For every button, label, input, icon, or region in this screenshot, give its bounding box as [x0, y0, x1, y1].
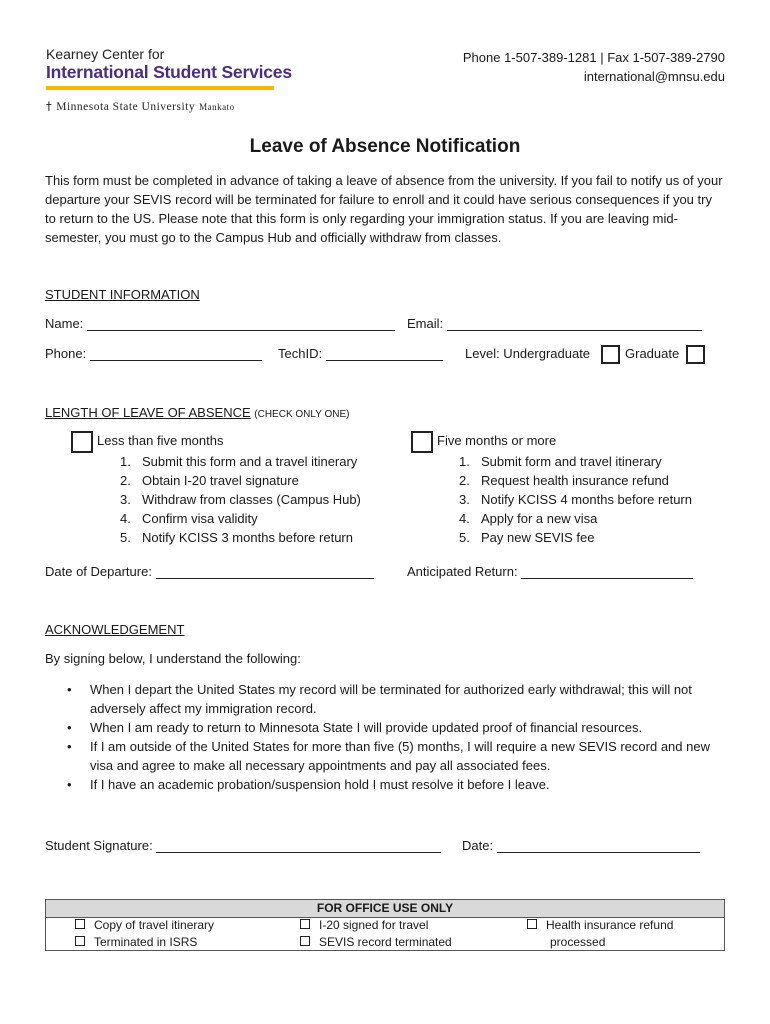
email-label: Email: — [407, 316, 444, 331]
step-number: 4. — [120, 511, 131, 526]
office-item-insurance — [527, 917, 673, 934]
acknowledgement-text: If I have an academic probation/suspension hold I must resolve it before I leave. — [90, 777, 550, 792]
acknowledgement-heading: ACKNOWLEDGEMENT — [45, 622, 185, 637]
list-item — [45, 775, 725, 794]
checkbox-icon[interactable] — [300, 936, 310, 946]
phone-label: Phone: — [45, 346, 87, 361]
step-number: 5. — [120, 530, 131, 545]
techid-row — [278, 346, 443, 361]
name-label: Name: — [45, 316, 84, 331]
office-item-sevis — [300, 934, 452, 951]
step-text: Confirm visa validity — [142, 511, 258, 526]
contact-phone-fax: Phone 1-507-389-1281 | Fax 1-507-389-2790 — [462, 50, 725, 65]
bullet-icon: • — [67, 739, 72, 754]
date-row — [462, 838, 700, 853]
date-label: Date: — [462, 838, 494, 853]
step-number: 4. — [459, 511, 470, 526]
office-item-itinerary — [75, 917, 214, 934]
step-text: Apply for a new visa — [481, 511, 598, 526]
techid-field[interactable] — [326, 347, 443, 361]
less-than-five-months-label: Less than five months — [97, 433, 224, 448]
list-item — [120, 509, 361, 528]
five-months-or-more-label: Five months or more — [437, 433, 557, 448]
leave-length-note: (CHECK ONLY ONE) — [254, 409, 350, 420]
step-text: Pay new SEVIS fee — [481, 530, 595, 545]
logo-title: International Student Services — [46, 62, 292, 82]
contact-email[interactable]: international@mnsu.edu — [583, 69, 725, 84]
less-than-five-months-checkbox[interactable] — [71, 431, 93, 453]
acknowledgement-list — [45, 680, 725, 794]
step-text: Notify KCISS 3 months before return — [142, 530, 353, 545]
return-label: Anticipated Return: — [407, 564, 518, 579]
techid-label: TechID: — [278, 346, 323, 361]
step-text: Submit this form and a travel itinerary — [142, 454, 358, 469]
signature-date-field[interactable] — [497, 839, 700, 853]
logo-gold-rule — [46, 86, 274, 90]
name-row — [45, 316, 395, 331]
page-title: Leave of Absence Notification — [249, 136, 521, 157]
phone-row — [45, 346, 262, 361]
step-number: 2. — [120, 473, 131, 488]
departure-row — [45, 564, 374, 579]
acknowledgement-text: When I am ready to return to Minnesota State I will provide updated proof of financial resources. — [90, 720, 643, 735]
step-number: 2. — [459, 473, 470, 488]
list-item — [120, 452, 361, 471]
step-number: 3. — [459, 492, 470, 507]
step-number: 5. — [459, 530, 470, 545]
step-text: Obtain I-20 travel signature — [142, 473, 299, 488]
step-number: 1. — [120, 454, 131, 469]
list-item — [120, 528, 361, 547]
leave-length-heading: LENGTH OF LEAVE OF ABSENCE — [45, 405, 251, 420]
email-row — [407, 316, 702, 331]
checkbox-icon[interactable] — [300, 919, 310, 929]
office-item-label: Terminated in ISRS — [94, 935, 198, 949]
undergraduate-checkbox[interactable] — [601, 345, 620, 364]
level-graduate-label: Graduate — [625, 346, 680, 361]
checkbox-icon[interactable] — [75, 936, 85, 946]
level-undergrad-label: Level: Undergraduate — [465, 346, 591, 361]
return-date-field[interactable] — [521, 565, 693, 579]
office-use-heading: FOR OFFICE USE ONLY — [46, 900, 724, 918]
office-item-label: Copy of travel itinerary — [94, 918, 215, 932]
logo-university — [46, 99, 235, 113]
step-number: 3. — [120, 492, 131, 507]
leave-length-heading-row — [45, 405, 349, 420]
email-field[interactable] — [447, 317, 702, 331]
signature-row — [45, 838, 441, 853]
list-item — [459, 452, 692, 471]
list-item — [459, 490, 692, 509]
office-item-isrs — [75, 934, 197, 951]
office-item-insurance-cont: processed — [550, 935, 606, 949]
name-field[interactable] — [87, 317, 395, 331]
acknowledgement-text: If I am outside of the United States for more than five (5) months, I will require a new SEVIS record and new visa and agree to make all necessary appointments and pay all associated fees. — [90, 739, 710, 773]
five-months-or-more-checkbox[interactable] — [411, 431, 433, 453]
checkbox-icon[interactable] — [75, 919, 85, 929]
acknowledgement-text: When I depart the United States my record will be terminated for authorized early withdrawal; this will not adversely affect my immigration record. — [90, 682, 692, 716]
graduate-checkbox[interactable] — [686, 345, 705, 364]
bullet-icon: • — [67, 777, 72, 792]
logo-university-name: Minnesota State University — [56, 101, 196, 113]
office-item-label: I-20 signed for travel — [319, 918, 429, 932]
list-item — [120, 490, 361, 509]
contact-block — [463, 48, 725, 86]
student-info-heading: STUDENT INFORMATION — [45, 287, 200, 302]
office-item-label: Health insurance refund — [546, 918, 674, 932]
office-use-box — [45, 899, 725, 951]
step-text: Submit form and travel itinerary — [481, 454, 662, 469]
departure-date-field[interactable] — [156, 565, 374, 579]
acknowledgement-lead: By signing below, I understand the following: — [45, 651, 301, 666]
step-text: Request health insurance refund — [481, 473, 669, 488]
step-text: Notify KCISS 4 months before return — [481, 492, 692, 507]
signature-field[interactable] — [156, 839, 441, 853]
step-text: Withdraw from classes (Campus Hub) — [142, 492, 361, 507]
long-leave-steps — [459, 452, 692, 547]
bullet-icon: • — [67, 682, 72, 697]
bullet-icon: • — [67, 720, 72, 735]
intro-paragraph: This form must be completed in advance of taking a leave of absence from the university. If you fail to notify us of your departure your SEVIS record will be terminated for failure to enroll and it could have serious consequences if you try to return to the US. Please note that this form is only regarding your immigration status. If you are leaving mid-semester, you must go to the Campus Hub and officially withdraw from classes. — [45, 173, 723, 245]
departure-label: Date of Departure: — [45, 564, 152, 579]
list-item — [459, 471, 692, 490]
list-item — [45, 737, 725, 775]
signature-label: Student Signature: — [45, 838, 153, 853]
step-number: 1. — [459, 454, 470, 469]
short-leave-steps — [120, 452, 361, 547]
return-row — [407, 564, 693, 579]
list-item — [45, 680, 725, 718]
torch-icon: † — [46, 99, 53, 113]
logo-campus: Mankato — [199, 102, 235, 112]
phone-field[interactable] — [90, 347, 262, 361]
list-item — [120, 471, 361, 490]
checkbox-icon[interactable] — [527, 919, 537, 929]
office-item-i20 — [300, 917, 428, 934]
office-item-label: SEVIS record terminated — [319, 935, 452, 949]
logo-line1: Kearney Center for — [46, 46, 165, 62]
list-item — [459, 509, 692, 528]
list-item — [459, 528, 692, 547]
list-item — [45, 718, 725, 737]
